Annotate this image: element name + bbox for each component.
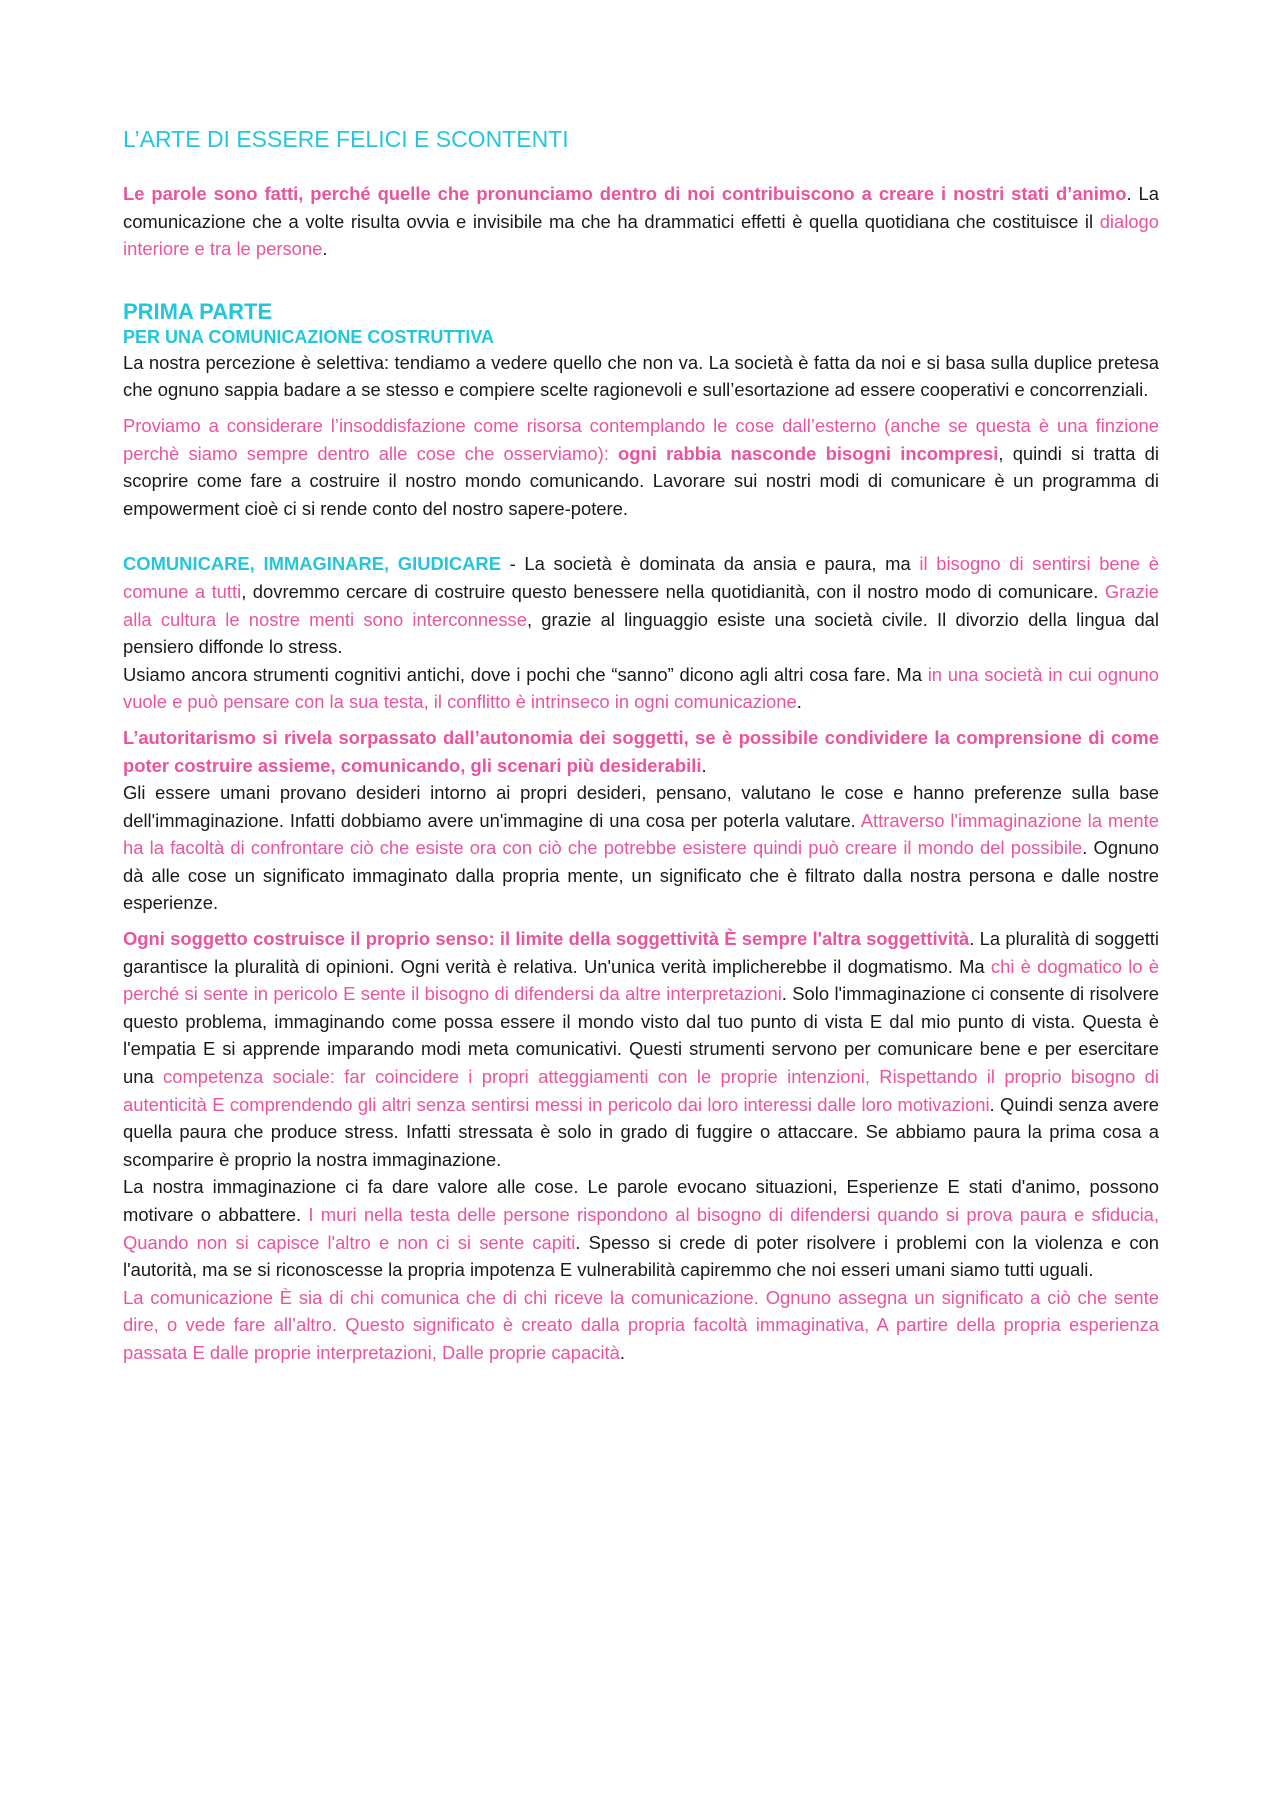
text-run: , quindi si tratta di scoprire come fare a costruire il nostro mondo comunicando. Lavorare sui nostri modi di comunicare è un programma di empowerment cioè ci si rende conto del nostro sapere-potere. xyxy=(123,442,1159,519)
text-run: . Ognuno dà alle cose un significato immaginato dalla propria mente, un significato che è filtrato dalla nostra persona e dalle nostre esperienze. xyxy=(123,837,1160,914)
text-run: . xyxy=(322,238,328,260)
inline-heading: COMUNICARE, IMMAGINARE, GIUDICARE xyxy=(123,553,501,575)
highlighted-bold-text: ogni rabbia nasconde bisogni incompresi xyxy=(618,442,999,464)
highlighted-bold-text: Ogni soggetto costruisce il proprio senso: il limite della soggettività È sempre l'altra soggettività xyxy=(123,928,970,950)
document-page xyxy=(123,124,1159,1367)
text-run: . Solo l'immaginazione ci consente di risolvere questo problema, immaginando come possa essere il mondo visto dal tuo punto di vista E dal mio punto di vista. Questa è l'empatia E si apprende imparando modi meta comunicativi. Questi strumenti servono per comunicare bene e per esercitare una xyxy=(123,983,1159,1088)
highlighted-text: in una società in cui ognuno vuole e può pensare con la sua testa, il conflitto è intrinseco in ogni comunicazione xyxy=(123,663,1159,713)
text-run: , dovremmo cercare di costruire questo benessere nella quotidianità, con il nostro modo di comunicare. xyxy=(241,580,1105,602)
text-run: - La società è dominata da ansia e paura, ma xyxy=(500,553,920,575)
intro-paragraph xyxy=(123,180,1159,263)
text-run: La nostra immaginazione ci fa dare valore alle cose. Le parole evocano situazioni, Esperienze E stati d'animo, possono motivare o abbattere. xyxy=(123,1176,1159,1225)
paragraph-value xyxy=(123,1173,1159,1283)
paragraph-authoritarianism xyxy=(123,724,1159,779)
paragraph-communication xyxy=(123,1284,1159,1367)
highlighted-bold-text: L’autoritarismo si rivela sorpassato dall’autonomia dei soggetti, se è possibile condividere la comprensione di come poter costruire assieme, comunicando, gli scenari più desiderabili xyxy=(123,726,1159,776)
document-title: L’ARTE DI ESSERE FELICI E SCONTENTI xyxy=(123,126,569,152)
highlighted-bold-text: Le parole sono fatti, perché quelle che pronunciamo dentro di noi contribuiscono a creare i nostri stati d’animo xyxy=(123,183,1127,204)
highlighted-text: chi è dogmatico lo è perché si sente in pericolo E sente il bisogno di difendersi da altre interpretazioni xyxy=(123,955,1159,1005)
text-run: , grazie al linguaggio esiste una società civile. Il divorzio della lingua dal pensiero diffonde lo stress. xyxy=(123,608,1159,658)
part-heading: PRIMA PARTE xyxy=(123,298,273,324)
text-run: . xyxy=(796,691,802,713)
highlighted-text: il bisogno di sentirsi bene è comune a tutti xyxy=(123,553,1159,602)
highlighted-text: I muri nella testa delle persone rispondono al bisogno di difendersi quando si prova paura e sfiducia, Quando non si capisce l'altro e non ci si sente capiti xyxy=(123,1204,1159,1253)
section-subheading: PER UNA COMUNICAZIONE COSTRUTTIVA xyxy=(123,326,494,347)
paragraph-dissatisfaction xyxy=(123,412,1159,522)
paragraph-subjectivity xyxy=(123,925,1159,1173)
text-run: . Spesso si crede di poter risolvere i problemi con la violenza e con l'autorità, ma se si riconoscesse la propria impotenza E vulnerabilità capiremmo che noi esseri umani siamo tutti uguali. xyxy=(123,1231,1159,1281)
paragraph-perception xyxy=(123,349,1159,404)
highlighted-text: Proviamo a considerare l’insoddisfazione come risorsa contemplando le cose dall’esterno (anche se questa è una finzione perchè siamo sempre dentro alle cose che osserviamo): xyxy=(123,414,1159,464)
text-run: . xyxy=(619,1341,625,1363)
highlighted-text: dialogo interiore e tra le persone xyxy=(123,210,1159,260)
paragraph-communicate-imagine xyxy=(123,550,1159,660)
text-run: . xyxy=(701,754,707,776)
text-run: La nostra percezione è selettiva: tendiamo a vedere quello che non va. La società è fatta da noi e si basa sulla duplice pretesa che ognuno sappia badare a se stesso e compiere scelte ragionevoli e sull’esortazione ad essere cooperativi e concorrenziali. xyxy=(123,351,1159,401)
text-run: Usiamo ancora strumenti cognitivi antichi, dove i pochi che “sanno” dicono agli altri cosa fare. Ma xyxy=(123,663,928,685)
text-run: . La pluralità di soggetti garantisce la pluralità di opinioni. Ogni verità è relativa. Un'unica verità implicherebbe il dogmatismo. Ma xyxy=(123,928,1159,977)
text-run: Gli essere umani provano desideri intorno ai propri desideri, pensano, valutano le cose e hanno preferenze sulla base dell'immaginazione. Infatti dobbiamo avere un'immagine di una cosa per poterla valutare. xyxy=(123,782,1159,831)
highlighted-text: competenza sociale: far coincidere i propri atteggiamenti con le proprie intenzioni, Rispettando il proprio bisogno di autenticità E comprendendo gli altri senza sentirsi messi in pericolo dai loro interessi dalle loro motivazioni xyxy=(123,1066,1159,1115)
text-run: . Quindi senza avere quella paura che produce stress. Infatti stressata è solo in grado di fuggire o attaccare. Se abbiamo paura la prima cosa a scomparire è proprio la nostra immaginazione. xyxy=(123,1093,1159,1170)
paragraph-imagination xyxy=(123,779,1159,917)
paragraph-cognitive-tools xyxy=(123,661,1159,716)
highlighted-text: La comunicazione È sia di chi comunica che di chi riceve la comunicazione. Ognuno assegna un significato a ciò che sente dire, o vede fare all’altro. Questo significato è creato dalla propria facoltà immaginativa, A partire della propria esperienza passata E dalle proprie interpretazioni, Dalle proprie capacità xyxy=(123,1286,1159,1363)
highlighted-text: Attraverso l'immaginazione la mente ha la facoltà di confrontare ciò che esiste ora con ciò che potrebbe esistere quindi può creare il mondo del possibile xyxy=(123,809,1159,859)
highlighted-text: Grazie alla cultura le nostre menti sono interconnesse xyxy=(123,580,1159,630)
text-run: . La comunicazione che a volte risulta ovvia e invisibile ma che ha drammatici effetti è quella quotidiana che costituisce il xyxy=(123,183,1159,232)
